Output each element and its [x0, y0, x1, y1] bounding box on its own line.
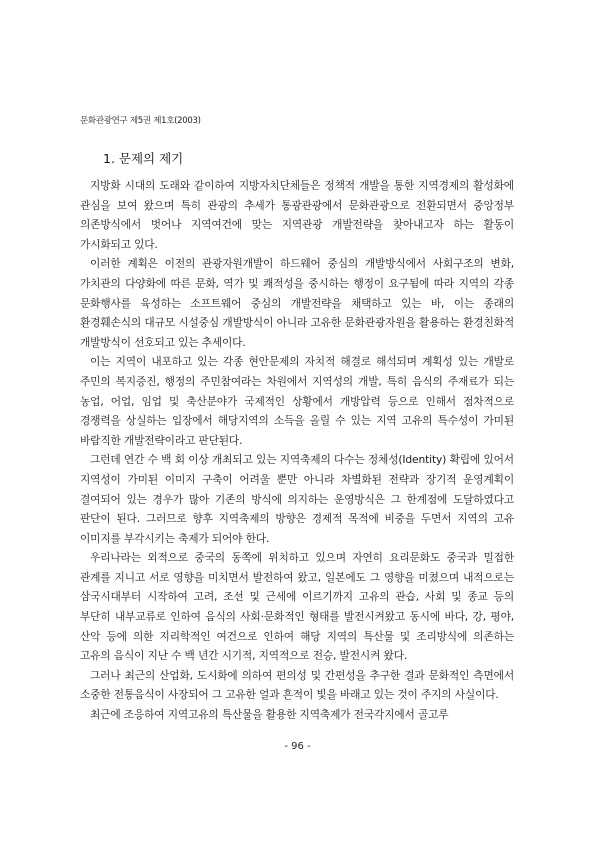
paragraph-3: 이는 지역이 내포하고 있는 각종 현안문제의 자치적 해결로 해석되며 계획성 있는 개발로 주민의 복지증진, 행정의 주민참여라는 차원에서 지역성의 개발, 특히 음식의 주재료가 되는 농업, 어업, 임업 및 축산분야가 국제적인 상황에서 개방압력 등으로 인해서 점차적으로 경쟁력을 상실하는 입장에서 해당지역의 소득을 올릴 수 있는 지역 고유의 특수성이 가미된 바람직한 개발전략이라고 판단된다. [80, 355, 514, 447]
paragraph-2: 이러한 계획은 이전의 관광자원개발이 하드웨어 중심의 개발방식에서 사회구조의 변화, 가치관의 다양화에 따른 문화, 역가 및 쾌적성을 중시하는 행정이 요구됨에 따라 지역의 각종 문화행사를 육성하는 소프트웨어 중심의 개발전략을 채택하고 있는 바, 이는 종래의 환경훼손식의 대규모 시설중심 개발방식이 아니라 고유한 문화관광자원을 활용하는 환경친화적 개발방식이 선호되고 있는 추세이다. [80, 257, 514, 349]
paragraph-7: 최근에 조응하여 지역고유의 특산물을 활용한 지역축제가 전국각지에서 골고루 [90, 708, 449, 722]
page-number: - 96 - [284, 741, 311, 752]
running-header: 문화관광연구 제5권 제1호(2003) [80, 116, 201, 126]
body-text [80, 176, 514, 725]
paragraph-6: 그러나 최근의 산업화, 도시화에 의하여 편의성 및 간편성을 추구한 결과 문화적인 측면에서 소중한 전통음식이 사장되어 그 고유한 얼과 흔적이 빛을 바래고 있는 것이 주지의 사실이다. [80, 668, 514, 702]
paragraph-4: 그런데 연간 수 백 회 이상 개최되고 있는 지역축제의 다수는 정체성(Identity) 확립에 있어서 지역성이 가미된 이미지 구축이 어려울 뿐만 아니라 차별화된 전략과 장기적 운영계획이 결여되어 있는 경우가 많아 기존의 방식에 의지하는 운영방식은 그 한계점에 도달하였다고 판단이 된다. 그러므로 향후 지역축제의 방향은 경제적 목적에 비중을 두면서 지역의 고유 이미지를 부각시키는 축제가 되어야 한다. [80, 453, 514, 545]
paragraph-1: 지방화 시대의 도래와 같이하여 지방자치단체들은 정책적 개발을 통한 지역경제의 활성화에 관심을 보여 왔으며 특히 관광의 추세가 통광관광에서 문화관광으로 전환되면서 중앙정부 의존방식에서 벗어나 지역여건에 맞는 지역관광 개발전략을 찾아내고자 하는 활동이 가시화되고 있다. [80, 179, 514, 251]
section-heading: 1. 문제의 제기 [103, 151, 184, 166]
paragraph-5: 우리나라는 외적으로 중국의 동쪽에 위치하고 있으며 자연히 요리문화도 중국과 밀접한 관계를 지니고 서로 영향을 미치면서 발전하여 왔고, 일본에도 그 영향을 미쳤으며 내적으로는 삼국시대부터 시작하여 고려, 조선 및 근세에 이르기까지 고유의 관습, 사회 및 종교 등의 부단히 내부교류로 인하여 음식의 사회·문화적인 형태를 발전시켜왔고 동시에 바다, 강, 평야, 산악 등에 의한 지리학적인 여건으로 인하여 해당 지역의 특산물 및 조리방식에 의존하는 고유의 음식이 지난 수 백 년간 시기적, 지역적으로 전승, 발전시켜 왔다. [80, 551, 514, 663]
